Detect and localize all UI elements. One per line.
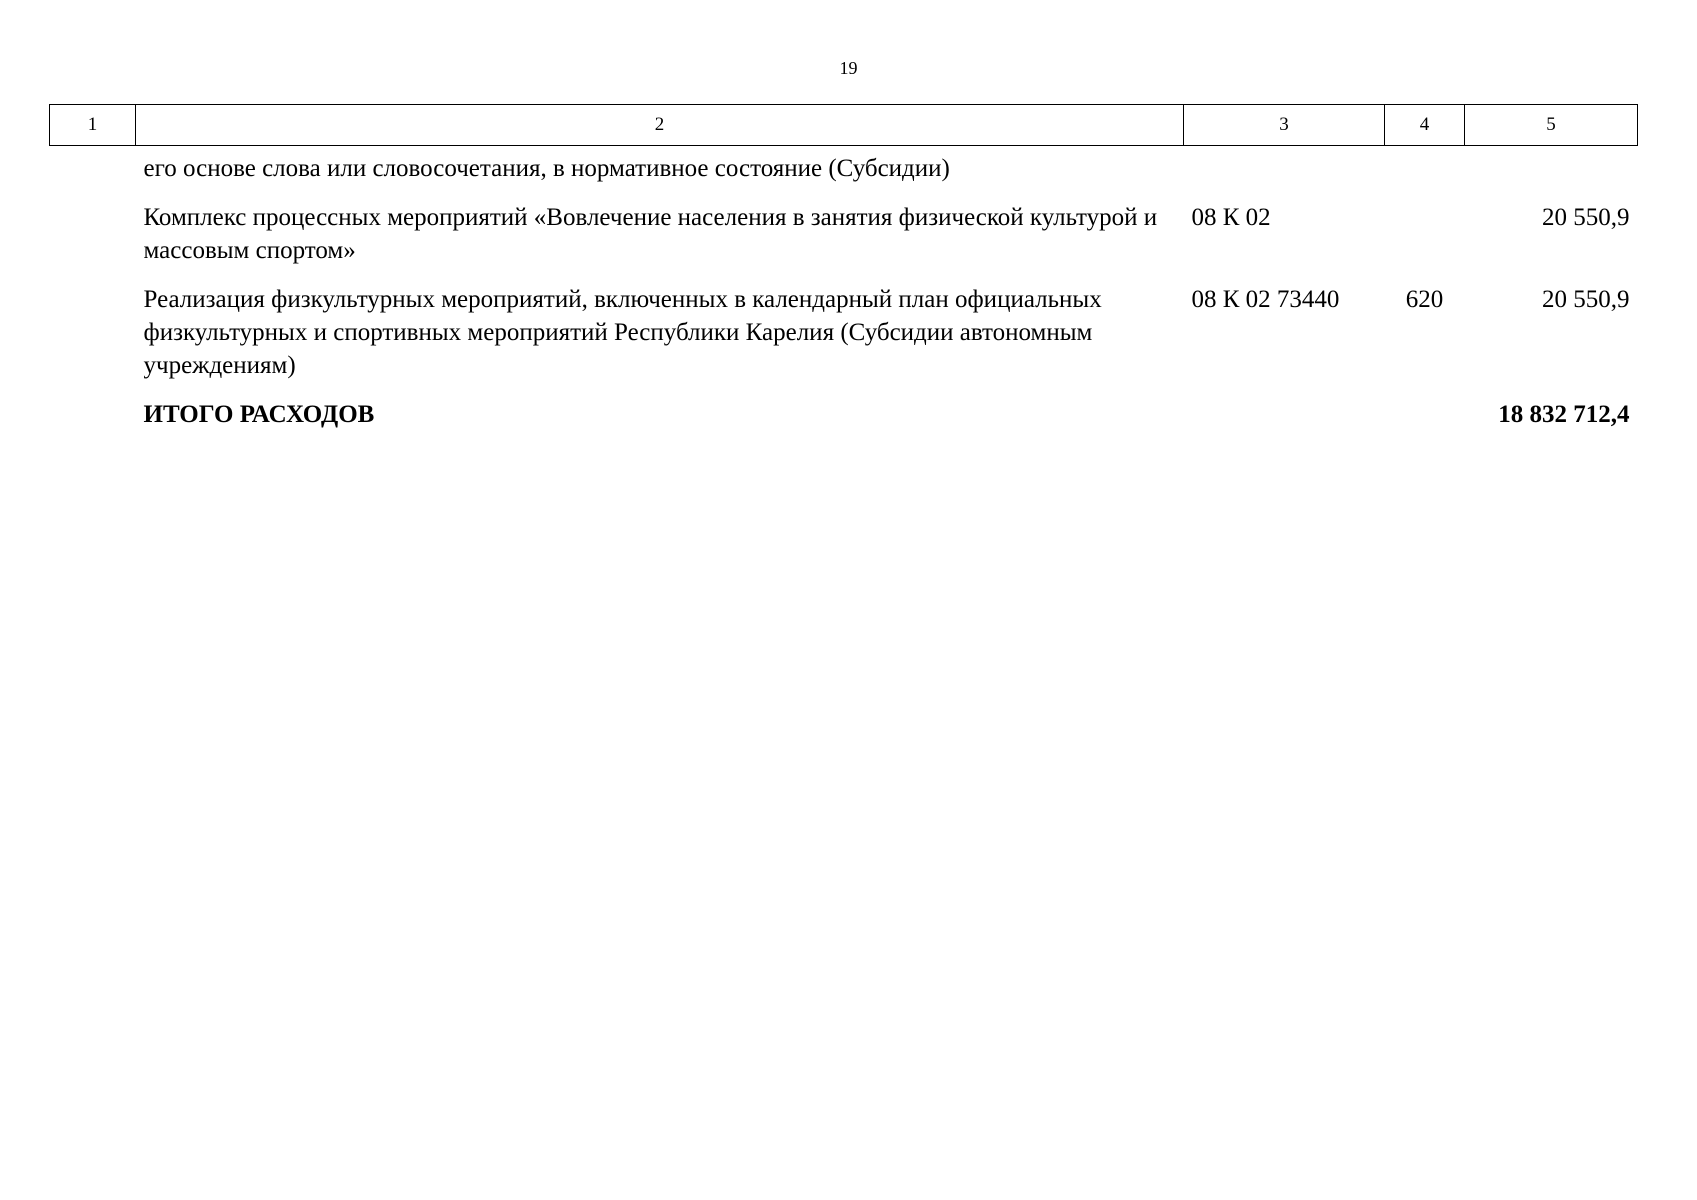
column-header-5: 5 [1465, 105, 1638, 146]
column-header-3: 3 [1184, 105, 1385, 146]
empty-cell [1385, 382, 1465, 431]
total-row [50, 382, 1638, 431]
expenditure-name: его основе слова или словосочетания, в нормативное состояние (Субсидии) [143, 155, 950, 182]
table-row [50, 267, 1638, 382]
empty-cell [1184, 382, 1385, 431]
expense-type-code [1385, 185, 1465, 267]
expenditure-name: Комплекс процессных мероприятий «Вовлечение населения в занятия физической культурой и массовым спортом» [143, 204, 1158, 264]
expense-type-code: 620 [1405, 286, 1444, 313]
row-number-cell [50, 185, 136, 267]
row-number-cell [50, 146, 136, 186]
row-number-cell [50, 267, 136, 382]
table-row [50, 185, 1638, 267]
target-article-code [1184, 146, 1385, 186]
total-label: ИТОГО РАСХОДОВ [143, 401, 375, 428]
target-article-code: 08 К 02 [1191, 204, 1271, 231]
expenditure-name: Реализация физкультурных мероприятий, включенных в календарный план официальных физкультурных и спортивных мероприятий Республики Карелия (Субсидии автономным учреждениям) [143, 286, 1102, 379]
column-header-4: 4 [1385, 105, 1465, 146]
column-header-2: 2 [136, 105, 1184, 146]
expense-type-code [1385, 146, 1465, 186]
column-header-1: 1 [50, 105, 136, 146]
page-number: 19 [839, 58, 858, 78]
target-article-code: 08 К 02 73440 [1191, 286, 1340, 313]
amount-value [1465, 146, 1638, 186]
table-row [50, 146, 1638, 186]
amount-value: 20 550,9 [1542, 204, 1630, 231]
row-number-cell [50, 382, 136, 431]
expenditure-table [49, 104, 1638, 431]
column-number-header-row [50, 105, 1638, 146]
amount-value: 20 550,9 [1542, 286, 1630, 313]
total-amount: 18 832 712,4 [1498, 401, 1630, 428]
